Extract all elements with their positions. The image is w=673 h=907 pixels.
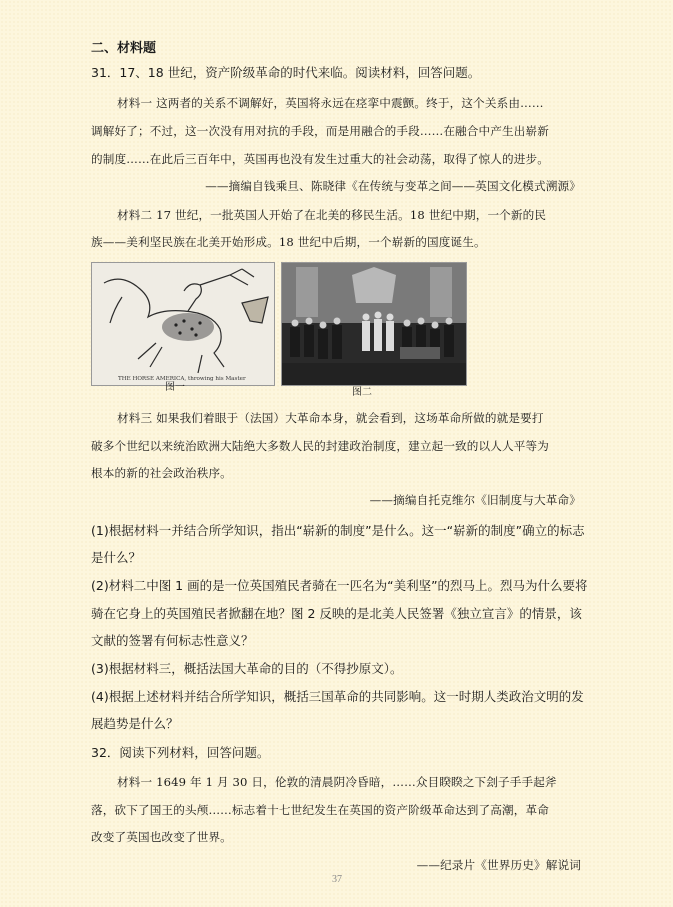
q31-material1-source: ——摘编自钱乘旦、陈晓律《在传统与变革之间——英国文化模式溯源》 [205,179,581,193]
figure-2-painting [281,262,467,386]
q31-material2-line1: 材料二 17 世纪，一批英国人开始了在北美的移民生活。18 世纪中期，一个新的民 [117,208,547,222]
q31-material3-line1: 材料三 如果我们着眼于（法国）大革命本身，就会看到，这场革命所做的就是要打 [117,411,544,425]
q31-material3-line2: 破多个世纪以来统治欧洲大陆绝大多数人民的封建政治制度，建立起一致的以人人平等为 [91,439,550,453]
page-number: 37 [332,874,342,885]
question-1-line2: 是什么？ [91,550,142,565]
figure-1-caption: 图一 [165,382,185,393]
q31-material1-line3: 的制度……在此后三百年中，英国再也没有发生过重大的社会动荡，取得了惊人的进步。 [91,152,550,166]
q31-material2-line2: 族——美利坚民族在北美开始形成。18 世纪中后期，一个崭新的国度诞生。 [91,235,486,249]
question-4-line2: 展趋势是什么？ [91,716,179,731]
question-2-line2: 骑在它身上的英国殖民者掀翻在地？图 2 反映的是北美人民签署《独立宣言》的情景，该 [91,606,582,621]
q31-material3-line3: 根本的新的社会政治秩序。 [91,466,232,480]
section-title: 二、材料题 [91,41,157,56]
q32-material1-line2: 落，砍下了国王的头颅……标志着十七世纪发生在英国的资产阶级革命达到了高潮，革命 [91,803,550,817]
question-2-line1: (2)材料二中图 1 画的是一位英国殖民者骑在一匹名为“美利坚”的烈马上。烈马为什么要将 [91,578,588,593]
q32-material1-line1: 材料一 1649 年 1 月 30 日，伦敦的清晨阴冷昏暗，……众目睽睽之下刽子手手起斧 [117,775,557,789]
figure-1-cartoon [91,262,275,386]
q32-material1-line3: 改变了英国也改变了世界。 [91,830,232,844]
figure-2-caption: 图二 [352,387,372,398]
question-4-line1: (4)根据上述材料并结合所学知识，概括三国革命的共同影响。这一时期人类政治文明的发 [91,689,584,704]
q32-material1-source: ——纪录片《世界历史》解说词 [416,858,581,872]
declaration-signing-illustration [282,263,466,385]
q31-material3-source: ——摘编自托克维尔《旧制度与大革命》 [369,493,581,507]
cartoon-inscription: THE HORSE AMERICA, throwing his Master [118,376,246,382]
q32-intro: 32．阅读下列材料，回答问题。 [91,745,270,760]
q31-intro: 31．17、18 世纪，资产阶级革命的时代来临。阅读材料，回答问题。 [91,65,481,80]
question-3: (3)根据材料三，概括法国大革命的目的（不得抄原文）。 [91,661,403,676]
question-2-line3: 文献的签署有何标志性意义？ [91,633,254,648]
horse-rider-illustration [92,263,274,385]
question-1-line1: (1)根据材料一并结合所学知识，指出“崭新的制度”是什么。这一“崭新的制度”确立的标志 [91,523,585,538]
q31-material1-line2: 调解好了；不过，这一次没有用对抗的手段，而是用融合的手段……在融合中产生出崭新 [91,124,550,138]
q31-material1-line1: 材料一 这两者的关系不调解好，英国将永远在痉挛中震颤。终于，这个关系由…… [117,96,544,110]
